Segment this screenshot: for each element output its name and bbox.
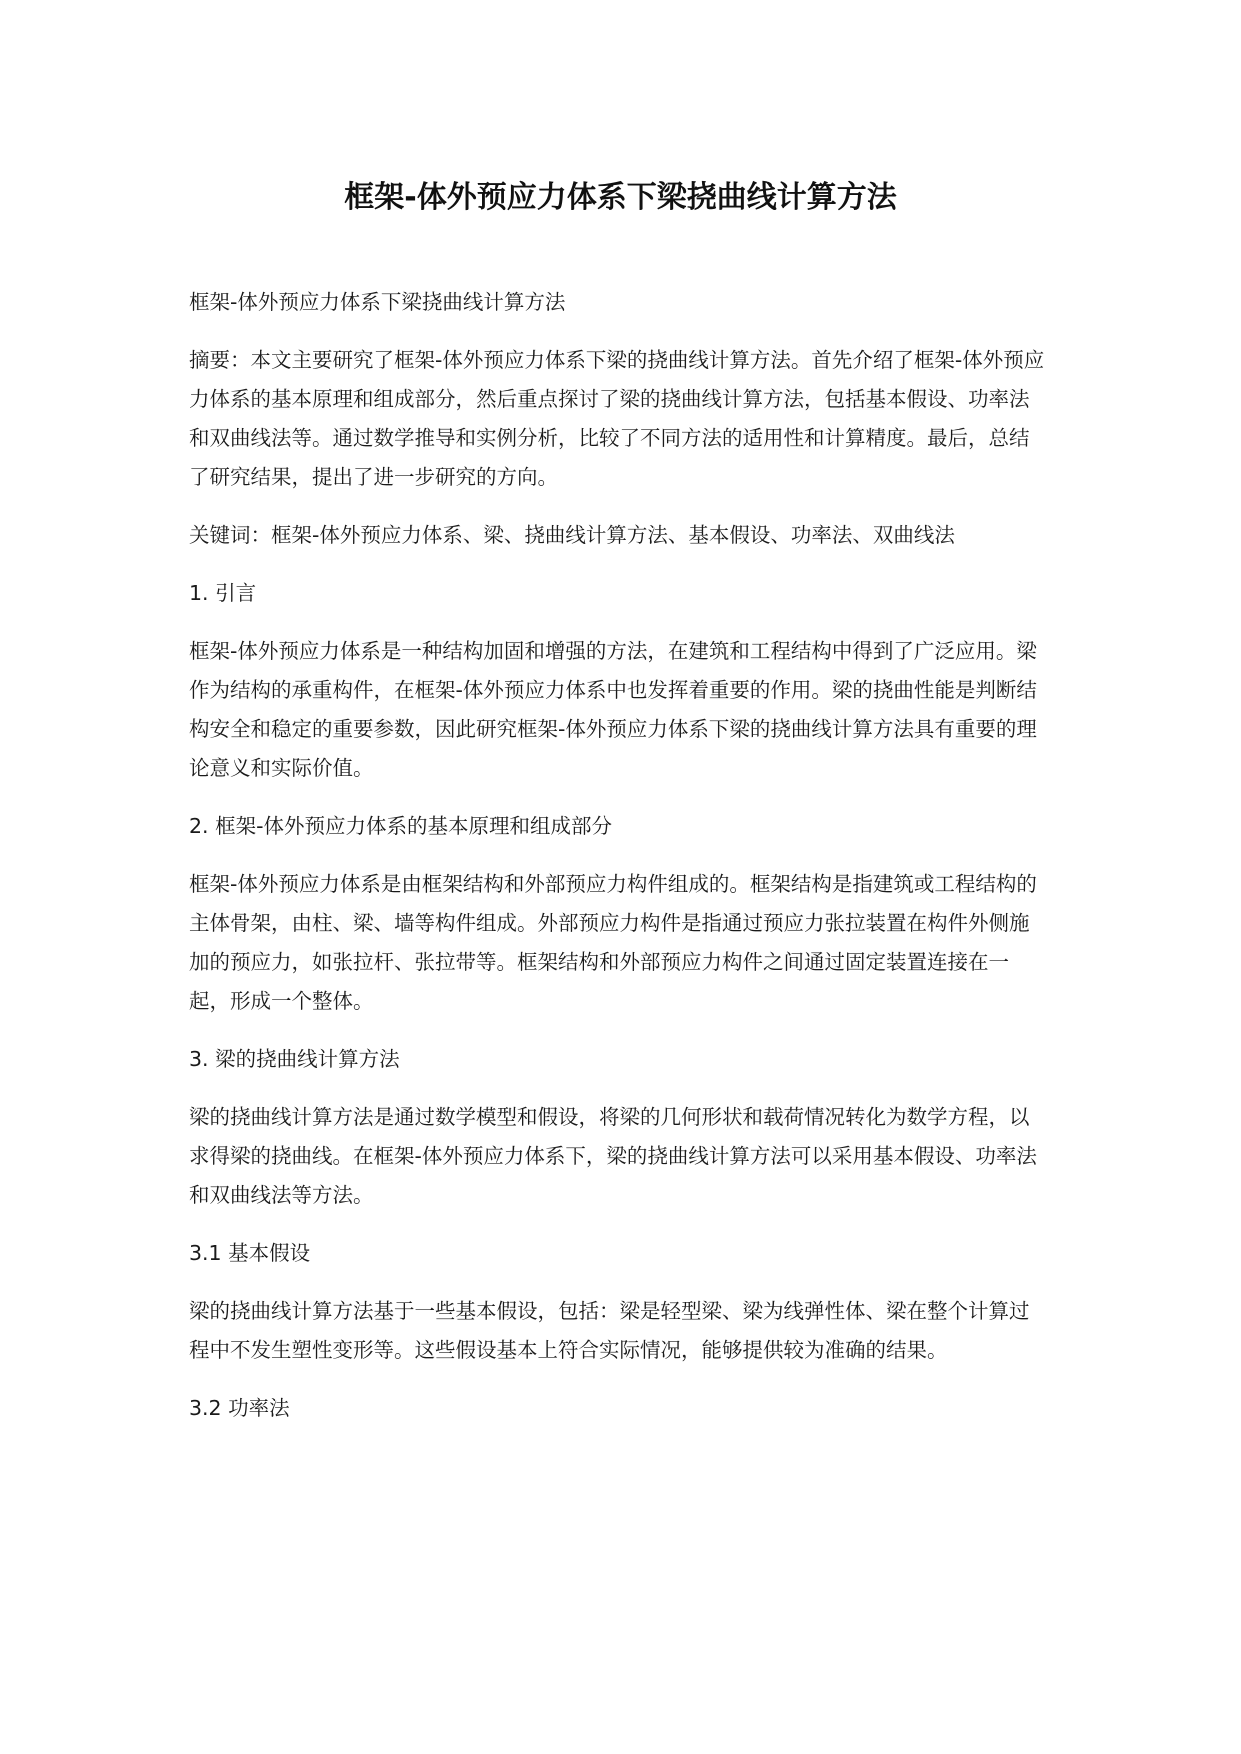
document-title: 框架-体外预应力体系下梁挠曲线计算方法 xyxy=(344,180,897,215)
section-body-principles: 框架-体外预应力体系是由框架结构和外部预应力构件组成的。框架结构是指建筑或工程结构的主体骨架，由柱、梁、墙等构件组成。外部预应力构件是指通过预应力张拉装置在构件外侧施加的预应力，如张拉杆、张拉带等。框架结构和外部预应力构件之间通过固定装置连接在一起，形成一个整体。 xyxy=(189,872,1037,1013)
section-heading-calculation-methods: 3. 梁的挠曲线计算方法 xyxy=(189,1047,400,1071)
section-body-basic-assumptions: 梁的挠曲线计算方法基于一些基本假设，包括：梁是轻型梁、梁为线弹性体、梁在整个计算过程中不发生塑性变形等。这些假设基本上符合实际情况，能够提供较为准确的结果。 xyxy=(189,1299,1030,1362)
section-heading-power-method: 3.2 功率法 xyxy=(189,1396,290,1420)
document-subtitle: 框架-体外预应力体系下梁挠曲线计算方法 xyxy=(189,290,566,314)
document-body xyxy=(189,283,1049,1447)
keywords-paragraph: 关键词：框架-体外预应力体系、梁、挠曲线计算方法、基本假设、功率法、双曲线法 xyxy=(189,523,955,547)
section-heading-basic-assumptions: 3.1 基本假设 xyxy=(189,1241,311,1265)
section-body-calculation-methods: 梁的挠曲线计算方法是通过数学模型和假设，将梁的几何形状和载荷情况转化为数学方程，以求得梁的挠曲线。在框架-体外预应力体系下，梁的挠曲线计算方法可以采用基本假设、功率法和双曲线法等方法。 xyxy=(189,1105,1037,1207)
section-heading-introduction: 1. 引言 xyxy=(189,581,257,605)
section-heading-principles: 2. 框架-体外预应力体系的基本原理和组成部分 xyxy=(189,814,612,838)
section-body-introduction: 框架-体外预应力体系是一种结构加固和增强的方法，在建筑和工程结构中得到了广泛应用。梁作为结构的承重构件，在框架-体外预应力体系中也发挥着重要的作用。梁的挠曲性能是判断结构安全和稳定的重要参数，因此研究框架-体外预应力体系下梁的挠曲线计算方法具有重要的理论意义和实际价值。 xyxy=(189,639,1037,780)
abstract-paragraph: 摘要：本文主要研究了框架-体外预应力体系下梁的挠曲线计算方法。首先介绍了框架-体外预应力体系的基本原理和组成部分，然后重点探讨了梁的挠曲线计算方法，包括基本假设、功率法和双曲线法等。通过数学推导和实例分析，比较了不同方法的适用性和计算精度。最后，总结了研究结果，提出了进一步研究的方向。 xyxy=(189,348,1045,489)
